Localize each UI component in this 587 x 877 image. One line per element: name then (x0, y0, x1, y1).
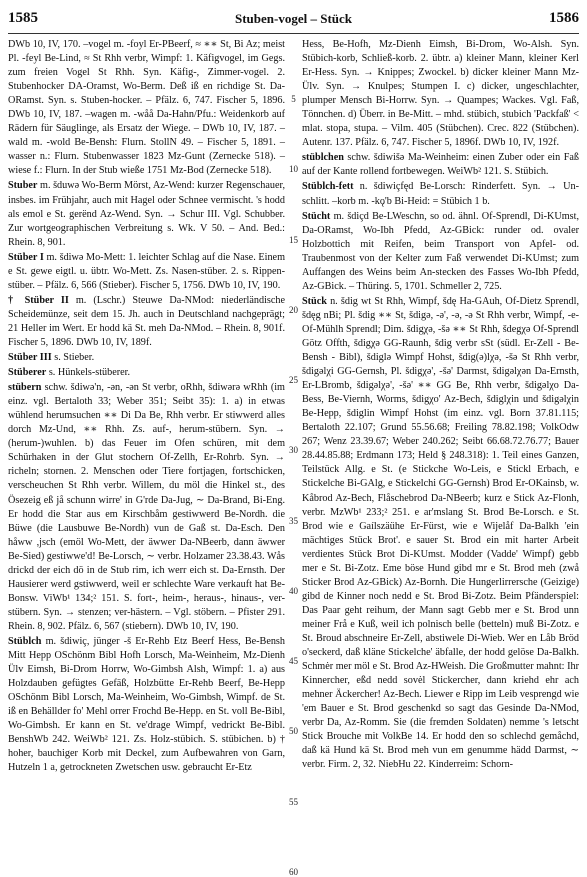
entry-text: m. šdiwə Mo-Mett: 1. leichter Schlag auf die Nase. Einem e St. gewe eigtl. u. übtr. Wo-Mett. Zs. Nasen-stüber. 2. s. Rippen-stüber. – Pfälz. 6, 566 (Stieber). Fischer 5, 1756. DWb 10, IV, 190. (8, 251, 285, 291)
entry-text: schw. šdiwə'n, -ən, -ən St verbr, oRhh, šdiwərə wRhh (im einz. vgl. Bertaloth 33; Weber 351; Seibt 35): 1. a) in etwas wühlend herumsuchen ∗∗ Di Da Be, Rhh verbr. Er stiwwerd alles dorch Mz-Und, ∗∗ Rhh. Zs. auf-, herum-stübern. Syn. → (herum-)wuhlen. b) das Feuer im Ofen schüren, mit dem Schürhaken in der Glut stochern Of-Zellh, Er-Rohrb. Syn. → richeln; stornen. 2. Menschen oder Tiere fortjagen, fortschicken, verscheuchen St Rhh verbr. Willem, du möl die Hinkel st., des Ösezeig eß jå schunn wirre' in G'rde Da-Jug, ∼ Da-Brand, Bi-Eng. Er hodd die Star aus em Kirschbåm gestiwwerd Be-Nordh. die Büwe (die Lausbuwe Be-Nordh) vun de Gaß st. Da-Esch. Den håww ,jsch (emöl Wo-Mett, der äwwer Da-NBeerb, dann äwwer Be-Sied) gestiwwe'd! Be-Lorsch, ∼ verbr. Holzamer 23.38.43. Wås drickd der eich dö in de Stub rim, ich werr eich st. Da-Ernsth. Der Hausierer werd gstiwwerd, weil er schlechte Ware verkauft hat Be-Bonsw. ViWb¹ 134;² 151. S. fort-, heim-, heraus-, hinaus-, ver-stübern. Syn. → stenzen; ver-hästern. – Vgl. stöbern. – Pfister 291. Rhein. 8, 902. Pfälz. 6, 567 (stiebern). DWb 10, IV, 190. (8, 382, 285, 632)
entry-text: m. šdiçd Be-LWeschn, so od. ähnl. Of-Sprendl, Di-KUmst, Da-ORamst, Wo-Ibh Pfedd, Az-GBick: runder od. ovaler Holzbottich mit Reifen, beim Transport von Apfel- od. Traubenmost von der Kelter zum Faß verwendet Di-KUmst; zum Auffangen des Weins beim An-stecken des Fasses Wo-Ibh Pfedd, Az-GBick. – Thüring. 5, 1701. Schmeller 2, 725. (302, 210, 579, 292)
entry-continuation (8, 38, 285, 178)
dictionary-entry (8, 366, 285, 380)
entry-text: schw. šdiwišə Ma-Weinheim: einen Zuber oder ein Faß auf der Kante rollend fortbewegen. WeiWb² 121. S. Stübich. (302, 152, 579, 178)
dictionary-entry (302, 210, 579, 294)
entry-text: n. šdig wt St Rhh, Wimpf, šdę Ha-GAuh, Of-Dietz Sprendl, šdęg nBi; Pl. šdig ∗∗ St, šdigə, -ə', -ə, -ə St Rhh verbr, Wimpf, -e- Of-Mühlh Sprendl; Dim. šdigχə, -šə ∗∗ St Rhh, šdegχə Of-Sprendl Götz Offth, šdigχə GG-Raunh, šdig verbr sSt (südl. Er-Zell - Be-Bensh - Bibl), šdiglə Wimpf Hohst, šdig(ə)lχə, -šə St Rhh verbr, šdigəlχi GG-Gernsh, Pl. šdigχə', -šə' Darmst, šdigəlχən Da-Ernsth, Er-LBromb, šdigəlχə', -šə' ∗∗ GG Be, Rhh verbr, šdigəlχo Da-Bess, Be-Viernh, Worms, šdigχo' Az-Bech, šdiglχin und šdigəlχin Be-Hepp, šdiglin Wimpf Hohst (im einz. vgl. Born 37.81.115; Bertaloth 22.107; Grund 55.56.68; Freiling 78.82.198; VolkOdw 267; Wenz 23.39.67; Weber 240.262; Seibt 66.68.72.76.77; Bauer 28.44.85.88; Erdmann 173; Held § 248.318): 1. Teil eines Ganzen, Teilstück Allg. e St. (e Stickche Wo-Leis, e Stickl Erbach, e Stickelche Bi-GAlg, e Stickelchi GG-Gernsh) Brod Er-OKainsb, w. Kåbrod Az-Bech, Flåschebrod Da-NBeerb; kurz e Stick Az-Flonh, verbr. MzWb¹ 233;² 251. e ar'mslang St. Brod Be-Lorsch. e St. Brod wie e Gaílszäühe Er-Fürst, wie e Wijelåf Da-Balkh 'ein mächtiges Stück Brot'. e sauer St. Brod ein mit harter Arbeit verdientes Stück Brot Di-KUmst. Modder (Vadde' Wimpf) gebb mer e St. Bi-Zotz. Eme böse Hund gibd mr e St. Brod meh (zwå Sticker Brod Az-GBick) Az-Bornh. Die Hungerlirrersche (Geizige) gibd de Kinner noch nedd e St. Brod Bi-Zotz. Beim Pfänderspiel: Das Paar geht reihum, der Mann sagt Gebb mer e St. Brod unn meiner Frå e Kuß, weil ich polnisch belle (betteln) muß Bi-Zotz. e St. Broud abschneire Er-Zell, abstiwele Di-Wieb. Wer en Låb Bröd o'seckerd, daß kläne Stickelche' äbfalle, der hodd gelöse Da-Balkh. Schmėr mer möl e St. Brod Az-HWeish. Die Großmutter mahnt: Ihr Kinnercher, eßd nedd sovėl Stickercher, dann kriehd ehr ach mehner Äckercher! Az-Bech. Liewer e Ripp im Leib vesprengd wie 'em Bauer e St. Brod geschenkd so sagt das Gesinde Da-NMod, verbr Da, Az-Romm. Sie (die fremden Soldaten) nemme 's letscht Stick Brouche mit VolkBe 14. Er hodd den so schlechd gemåchd, daß kä Hund kä St. Brod meh vun em genumme hädd Darmst, ∼ verbr. Firm. 2, 32. NiebHu 22. Kinderreim: Schorn- (302, 295, 579, 771)
entry-text: n. šdiwiçfęd Be-Lorsch: Rinderfett. Syn. → Un-schlitt. –korb m. -kǫ'b Bi-Heid: = Stübich 1 b. (302, 181, 579, 207)
entry-text: m. šdiwiç, jünger -š Er-Rehb Etz Beerf Hess, Be-Bensh Mitt Hepp OSchönm Bibl Hofh Lorsch, Ma-Weinheim, Mz-Dienh Ülv Eimsh, Bi-Drom Horrw, Wo-Gimbsh Alsh, Wimpf: 1. a) aus Holzdauben gefügtes Gefäß, Holzbütte Er-Rehb Beerf, Be-Hepp OSchönm Bibl Lorsch, Ma-Weinheim, Wo-Gimbsh, Wimpf. de St. iß en Behällder fo' Mehl orrer Frochd Be-Hepp. en St. voll Be-Bibl, Wo-Gimbsh. Er kann en St. ve'drage Wimpf, vedrickt Be-Bibl. BenshWb 242. WeiWb² 121. Zs. Holz-stübich. S. stübichen. b) † hoher, bauchiger Korb mit Deckel, zum Aufbewahren von Garn, Hutzeln 1 a, getrockneten Zwetschen usw. gebraucht Er-Etz (8, 635, 285, 774)
entry-headword: Stüber I (8, 251, 44, 263)
line-number: 60 (289, 866, 298, 877)
entry-headword: Stüber III (8, 352, 52, 364)
line-number: 15 (289, 234, 298, 245)
dictionary-entry (302, 151, 579, 179)
entry-headword: Stüblch-fett (302, 181, 354, 193)
dictionary-entry (302, 295, 579, 773)
running-head: Stuben-vogel – Stück (234, 11, 353, 26)
entry-headword: Stücht (302, 210, 331, 222)
entry-text: Hess, Be-Hofh, Mz-Dienh Eimsh, Bi-Drom, Wo-Alsh. Syn. Stübich-korb, Schließ-korb. 2. übtr. a) kleiner Mann, kleiner Kerl Er-Hess. Syn. → Knippes; Zwockel. b) dicker kleiner Mann Mz-Ülv. Syn. → Knulpes; Stumpen I. c) dicker, ungeschlachter, plumper Mensch Bi-Horrw. Syn. → Quampes; Wackes. Vgl. Faß, Tönnchen. d) Überr. in Be-Mitt. – mhd. stübich, stubich 'Packfaß' < mlat. stopa, stupa. – Vilm. 405 (Stübchen). Crec. 822 (Stübchen). Autenr. 137. Pfälz. 6, 747. Fischer 5, 1896f. DWb 10, IV, 192f. (302, 39, 579, 149)
line-number-gutter (285, 38, 302, 877)
line-number: 45 (289, 656, 298, 667)
entry-text: m. šduwə Wo-Berm Mörst, Az-Wend: kurzer Regenschauer, insbes. im Frühjahr, auch mit Hagel oder Schnee vermischt. 's hodd als emol e St. gerënd Az-Wend. Syn. → Schur III. Vgl. Schubber. Zur wortgeographischen Verbreitung s. Wk. V 50. – And. Bed.: Rhein. 8, 901. (8, 180, 285, 248)
dictionary-entry (8, 179, 285, 249)
entry-headword: Stüberer (8, 367, 47, 379)
entry-headword: † Stüber II (8, 294, 69, 306)
entry-headword: Stück (302, 295, 327, 307)
entry-text: m. (Lschr.) Steuwe Da-NMod: niederländische Scheidemünze, seit dem 15. Jh. auch in Deutschland nachgeprägt; 21 Heller im Wert. Er hodd kä St. meh Da-NMod. – Rhein. 8, 901f. Fischer 5, 1896. DWb 10, IV, 189f. (8, 294, 285, 348)
dictionary-entry (8, 381, 285, 634)
page-number-left: 1585 (8, 10, 38, 26)
right-column (302, 38, 579, 772)
left-column (8, 38, 285, 775)
dictionary-entry (8, 635, 285, 775)
entry-headword: stübern (8, 382, 42, 394)
dictionary-entry (302, 180, 579, 208)
header-rule (8, 33, 579, 34)
entry-headword: Stuber (8, 180, 38, 192)
dictionary-entry (8, 251, 285, 293)
dictionary-entry (8, 351, 285, 365)
dictionary-entry (8, 294, 285, 350)
line-number: 55 (289, 796, 298, 807)
line-number: 10 (289, 164, 298, 175)
entry-headword: Stüblch (8, 635, 42, 647)
entry-text: DWb 10, IV, 170. –vogel m. -foyl Er-PBeerf, ≈ ∗∗ St, Bi Az; meist Pl. -feyl Be-Lind, ≈ St Rhh verbr, Wimpf: 1. Käfigvogel, im Gegs. zum freien Vogel St Rhh. Syn. Käfig-, Zimmer-vogel. 2. Stubenhocker DA-Oramst, Wo-Berm. Deß iß en richdige St. Da-ORamst. Syn. s. Stuben-hocker. – Pfälz. 6, 747. Fischer 5, 1896. DWb 10, IV, 187. –wagen m. -wåå Da-Hahn/Pfu.: Weidenkorb auf Rädern für Säuglinge, als Ersatz der Wiege. – DWb 10, IV, 187. –wald m. -wold Be-Bensh: Flurn. StollN 49. – Fischer 5, 1891. –wasser n.: Flurn. Stubenwasser 1823 Mz-Gunt (Zernecke 518). –wiese f.: Flurn. In der Stub wieße 1751 Mz-Bod (Zernecke 518). (8, 39, 285, 177)
line-number: 5 (291, 94, 296, 105)
page-number-right: 1586 (549, 10, 579, 26)
entry-text: s. Stieber. (51, 352, 95, 364)
entry-headword: stüblchen (302, 152, 344, 164)
line-number: 40 (289, 585, 298, 596)
page-header (8, 10, 579, 30)
line-number: 30 (289, 445, 298, 456)
line-number: 25 (289, 375, 298, 386)
line-number: 50 (289, 726, 298, 737)
entry-text: s. Hünkels-stüberer. (46, 367, 131, 379)
line-number: 20 (289, 304, 298, 315)
line-number: 35 (289, 515, 298, 526)
entry-continuation (302, 38, 579, 150)
